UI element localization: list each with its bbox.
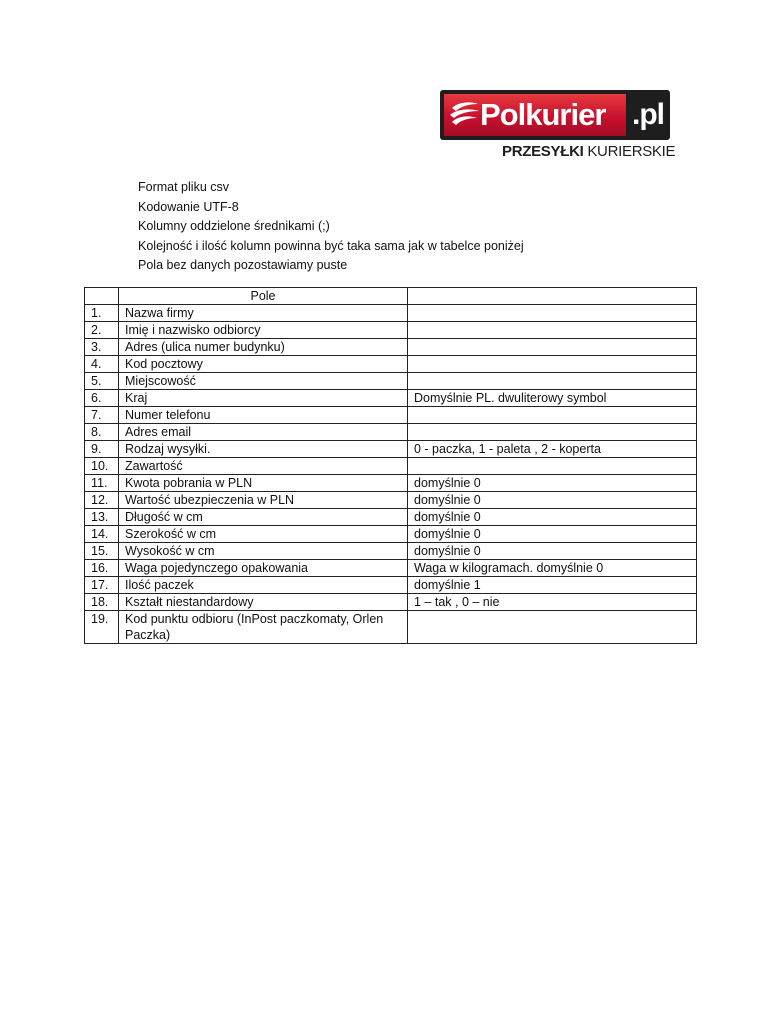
row-number: 8. xyxy=(85,424,119,441)
row-note: Domyślnie PL. dwuliterowy symbol xyxy=(408,390,697,407)
row-number: 16. xyxy=(85,560,119,577)
row-field: Wysokość w cm xyxy=(119,543,408,560)
table-row xyxy=(85,458,697,475)
table-row xyxy=(85,611,697,644)
instruction-line: Format pliku csv xyxy=(138,180,229,194)
row-number: 1. xyxy=(85,305,119,322)
row-number: 7. xyxy=(85,407,119,424)
row-note: Waga w kilogramach. domyślnie 0 xyxy=(408,560,697,577)
row-field: Kod pocztowy xyxy=(119,356,408,373)
row-number: 4. xyxy=(85,356,119,373)
polkurier-logo xyxy=(440,90,676,162)
row-field: Adres (ulica numer budynku) xyxy=(119,339,408,356)
row-number: 6. xyxy=(85,390,119,407)
row-number: 11. xyxy=(85,475,119,492)
row-field: Kwota pobrania w PLN xyxy=(119,475,408,492)
row-number: 15. xyxy=(85,543,119,560)
logo-tagline-rest: KURIERSKIE xyxy=(583,143,676,160)
row-field: Kraj xyxy=(119,390,408,407)
table-row xyxy=(85,305,697,322)
table-row xyxy=(85,509,697,526)
table-row xyxy=(85,475,697,492)
row-note: domyślnie 0 xyxy=(408,526,697,543)
row-field: Adres email xyxy=(119,424,408,441)
row-note: domyślnie 0 xyxy=(408,475,697,492)
instruction-line: Kolejność i ilość kolumn powinna być taka sama jak w tabelce poniżej xyxy=(138,238,524,253)
logo-badge xyxy=(440,90,670,140)
row-number: 9. xyxy=(85,441,119,458)
table-row xyxy=(85,560,697,577)
header-cell-pole: Pole xyxy=(119,288,408,305)
table-row xyxy=(85,526,697,543)
row-note: 0 - paczka, 1 - paleta , 2 - koperta xyxy=(408,441,697,458)
row-note xyxy=(408,407,697,424)
row-note xyxy=(408,356,697,373)
table-header-row xyxy=(85,288,697,305)
row-number: 10. xyxy=(85,458,119,475)
row-field: Wartość ubezpieczenia w PLN xyxy=(119,492,408,509)
instruction-line: Kodowanie UTF-8 xyxy=(138,199,239,214)
row-note xyxy=(408,373,697,390)
row-note: domyślnie 0 xyxy=(408,509,697,526)
instruction-line: Kolumny oddzielone średnikami (;) xyxy=(138,219,330,233)
row-field: Nazwa firmy xyxy=(119,305,408,322)
row-field: Miejscowość xyxy=(119,373,408,390)
row-note: domyślnie 0 xyxy=(408,492,697,509)
instructions-block xyxy=(138,178,524,276)
table-row xyxy=(85,594,697,611)
logo-domain-suffix: .pl xyxy=(632,98,664,131)
instruction-line: Pola bez danych pozostawiamy puste xyxy=(138,258,348,272)
row-number: 12. xyxy=(85,492,119,509)
row-number: 3. xyxy=(85,339,119,356)
row-field: Waga pojedynczego opakowania xyxy=(119,560,408,577)
logo-brand-text: Polkurier xyxy=(480,97,606,132)
row-number: 17. xyxy=(85,577,119,594)
row-field: Numer telefonu xyxy=(119,407,408,424)
row-field: Długość w cm xyxy=(119,509,408,526)
table-row xyxy=(85,407,697,424)
table-row xyxy=(85,577,697,594)
row-number: 18. xyxy=(85,594,119,611)
row-field: Imię i nazwisko odbiorcy xyxy=(119,322,408,339)
row-field: Kształt niestandardowy xyxy=(119,594,408,611)
row-note xyxy=(408,611,697,644)
row-note xyxy=(408,305,697,322)
row-note xyxy=(408,322,697,339)
row-number: 2. xyxy=(85,322,119,339)
table-row xyxy=(85,543,697,560)
logo-tagline-bold: PRZESYŁKI xyxy=(502,143,584,160)
table-row xyxy=(85,390,697,407)
row-note: 1 – tak , 0 – nie xyxy=(408,594,697,611)
table-row xyxy=(85,441,697,458)
row-field: Szerokość w cm xyxy=(119,526,408,543)
row-note xyxy=(408,339,697,356)
row-note: domyślnie 0 xyxy=(408,543,697,560)
table-row xyxy=(85,322,697,339)
row-number: 13. xyxy=(85,509,119,526)
table-row xyxy=(85,339,697,356)
table-row xyxy=(85,424,697,441)
csv-fields-table xyxy=(84,287,697,644)
row-note xyxy=(408,458,697,475)
logo-swoosh-icon xyxy=(448,98,482,132)
row-field: Ilość paczek xyxy=(119,577,408,594)
row-note: domyślnie 1 xyxy=(408,577,697,594)
row-field: Zawartość xyxy=(119,458,408,475)
header-cell-number xyxy=(85,288,119,305)
header-cell-description xyxy=(408,288,697,305)
table-row xyxy=(85,373,697,390)
logo-tagline xyxy=(502,143,676,161)
table-body xyxy=(85,305,697,644)
table-row xyxy=(85,356,697,373)
row-field: Kod punktu odbioru (InPost paczkomaty, Orlen Paczka) xyxy=(119,611,408,644)
row-number: 19. xyxy=(85,611,119,644)
row-number: 14. xyxy=(85,526,119,543)
row-number: 5. xyxy=(85,373,119,390)
row-note xyxy=(408,424,697,441)
row-field: Rodzaj wysyłki. xyxy=(119,441,408,458)
table-row xyxy=(85,492,697,509)
